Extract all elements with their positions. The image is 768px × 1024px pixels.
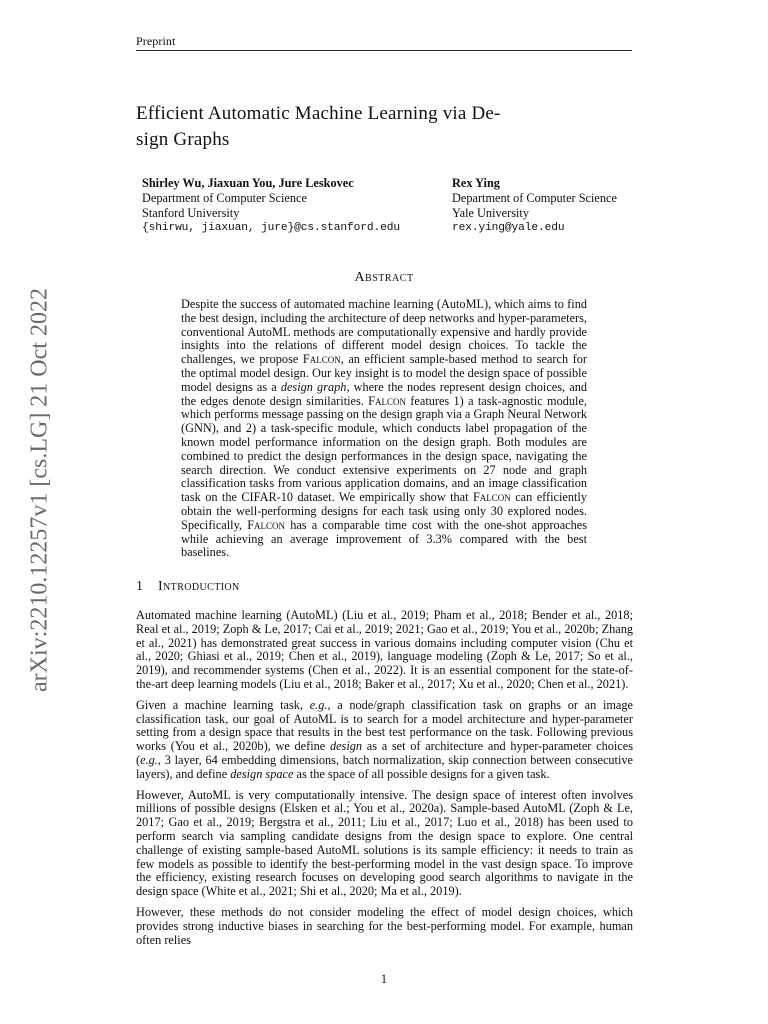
- author-block-yale: [452, 176, 617, 236]
- abstract-text: can efficiently obtain the well-performing designs for each task using only 30 explored nodes. Specifically,: [181, 490, 587, 532]
- method-name: Falcon: [368, 393, 406, 408]
- abstract-text: has a comparable time cost with the one-shot approaches while achieving an average improvement of 3.3% compared with the best baselines.: [181, 517, 588, 560]
- emphasized-term: design space: [230, 766, 294, 781]
- paragraph-text: as the space of all possible designs for a given task.: [293, 766, 550, 781]
- author-institution: Stanford University: [142, 206, 240, 220]
- header-rule: [136, 50, 632, 51]
- paragraph-3: However, AutoML is very computationally intensive. The design space of interest often involves millions of possible designs (Elsken et al.; You et al., 2020a). Sample-based AutoML (Zoph & Le, 2017; Gao et al., 2019; Bergstra et al., 2011; Liu et al., 2017; Luo et al., 2018) has been used to perform search via sampling candidate designs from the design space to explore. One central challenge of existing sample-based AutoML solutions is its sample efficiency: it needs to train as few models as possible to identify the best-performing model in the vast design space. To improve the efficiency, existing research focuses on developing good search algorithms to navigate in the design space (White et al., 2021; Shi et al., 2020; Ma et al., 2019).: [136, 787, 633, 899]
- author-names: Rex Ying: [452, 176, 500, 190]
- paragraph-1: Automated machine learning (AutoML) (Liu et al., 2019; Pham et al., 2018; Bender et al., 2018; Real et al., 2019; Zoph & Le, 2017; Cai et al., 2019; 2021; Gao et al., 2019; You et al., 2020b; Zhang et al., 2021) has demonstrated great success in various domains including computer vision (Chu et al., 2020; Ghiasi et al., 2019; Chen et al., 2019), language modeling (Zoph & Le, 2017; So et al., 2019), and recommender systems (Chen et al., 2022). It is an essential component for the state-of-the-art deep learning models (Liu et al., 2018; Baker et al., 2017; Xu et al., 2020; Chen et al., 2021).: [136, 608, 633, 691]
- abstract-text: , an efficient sample-based method to search for the optimal model design. Our key insight is to model the design space of possible model designs as a: [181, 352, 587, 394]
- author-department: Department of Computer Science: [452, 191, 617, 205]
- author-institution: Yale University: [452, 206, 529, 220]
- emphasized-term: design: [329, 739, 363, 754]
- section-heading-introduction: [136, 579, 240, 595]
- paragraph-text: as a set of architecture and hyper-parameter choices (: [136, 739, 633, 767]
- running-head: Preprint: [136, 34, 176, 48]
- paragraph-4: However, these methods do not consider modeling the effect of model design choices, which provides strong inductive biases in searching for the best-performing model. For example, human often relies: [136, 904, 633, 947]
- emphasized-term: design graph: [280, 379, 347, 394]
- paragraph-2: [136, 699, 633, 782]
- emphasized-term: e.g.,: [309, 697, 331, 712]
- title-line-2: sign Graphs: [136, 129, 230, 150]
- abstract-text: , where the nodes represent design choices, and the edges denote design similarities.: [181, 379, 587, 408]
- method-name: Falcon: [302, 352, 341, 367]
- body-text: [136, 609, 633, 954]
- author-names: Shirley Wu, Jiaxuan You, Jure Leskovec: [142, 176, 354, 190]
- author-email: rex.ying@yale.edu: [452, 222, 565, 234]
- abstract-text: features 1) a task-agnostic module, which performs message passing on the design graph via a Graph Neural Network (GNN), and 2) a task-specific module, which conducts label propagation of the known model performance information on the design graph. Both modules are combined to predict the design performances in the design space, navigating the search direction. We conduct extensive experiments on 27 node and graph classification tasks from various application domains, and an image classification task on the CIFAR-10 dataset. We empirically show that: [181, 393, 587, 505]
- paragraph-text: a node/graph classification task on graphs or an image classification task, our goal of AutoML is to search for a model architecture and hyper-parameter setting from a design space that results in the best test performance on the task. Following previous works (You et al., 2020b), we define: [136, 697, 633, 754]
- abstract-body: [181, 298, 587, 560]
- title-line-1: Efficient Automatic Machine Learning via De-: [136, 103, 501, 124]
- page-number: 1: [380, 972, 388, 986]
- paper-title: [136, 101, 636, 153]
- method-name: Falcon: [472, 490, 511, 505]
- section-title: Introduction: [158, 579, 240, 594]
- abstract-heading: Abstract: [354, 270, 414, 285]
- arxiv-identifier: arXiv:2210.12257v1 [cs.LG] 21 Oct 2022: [26, 288, 53, 692]
- author-email: {shirwu, jiaxuan, jure}@cs.stanford.edu: [142, 222, 400, 234]
- method-name: Falcon: [247, 517, 286, 532]
- author-department: Department of Computer Science: [142, 191, 307, 205]
- author-block-stanford: [142, 176, 400, 236]
- emphasized-term: e.g.,: [140, 752, 161, 767]
- abstract-text: Despite the success of automated machine learning (AutoML), which aims to find the best design, including the architecture of deep networks and hyper-parameters, conventional AutoML methods are computationally expensive and hardly provide insights into the relations of different model design choices. To tackle the challenges, we propose: [181, 297, 587, 367]
- paragraph-text: 3 layer, 64 embedding dimensions, batch normalization, skip connection between consecutive layers), and define: [136, 752, 633, 781]
- paragraph-text: Given a machine learning task,: [136, 697, 310, 712]
- section-number: 1: [136, 579, 144, 594]
